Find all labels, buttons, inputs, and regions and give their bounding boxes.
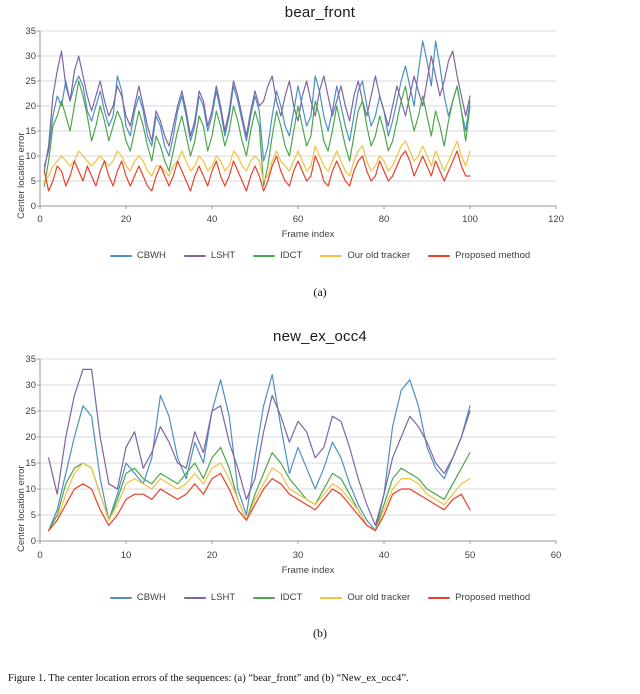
chart-a-ytick-35: 35 bbox=[25, 26, 36, 37]
chart-a-ytick-15: 15 bbox=[25, 126, 36, 137]
chart-b-plot-wrap bbox=[0, 352, 640, 592]
legend-swatch-our-old-tracker bbox=[320, 255, 342, 257]
chart-b-ytick-25: 25 bbox=[25, 406, 36, 417]
chart-b-xtick-0: 0 bbox=[37, 550, 43, 561]
chart-a-title: bear_front bbox=[284, 4, 356, 21]
subcaption-b: (b) bbox=[313, 626, 327, 640]
subcaption-a: (a) bbox=[313, 285, 327, 299]
legend-swatch-our-old-tracker-b bbox=[320, 597, 342, 599]
legend-swatch-idct-b bbox=[253, 597, 275, 599]
chart-b-ytick-5: 5 bbox=[30, 510, 36, 521]
legend-swatch-idct bbox=[253, 255, 275, 257]
chart-b-ytick-30: 30 bbox=[25, 380, 36, 391]
chart-a-plot-wrap bbox=[0, 24, 640, 254]
legend-item-our-old-tracker bbox=[320, 250, 410, 261]
legend-label-proposed-method-b: Proposed method bbox=[455, 592, 531, 603]
chart-b-xlabel: Frame index bbox=[281, 565, 335, 576]
legend-item-idct bbox=[253, 250, 302, 261]
chart-a-legend bbox=[0, 250, 640, 261]
legend-label-cbwh: CBWH bbox=[136, 250, 166, 261]
legend-label-idct-b: IDCT bbox=[280, 592, 303, 603]
chart-b-ytick-35: 35 bbox=[25, 354, 36, 365]
legend-label-proposed-method: Proposed method bbox=[455, 250, 531, 261]
series-line-lsht bbox=[49, 369, 470, 525]
chart-b-ytick-0: 0 bbox=[30, 536, 36, 547]
series-line-proposed-method bbox=[49, 473, 470, 530]
chart-a-ylabel: Center location error bbox=[16, 132, 27, 219]
chart-b-legend bbox=[0, 592, 640, 603]
chart-b-ylabel: Center location error bbox=[16, 465, 27, 552]
chart-a-xtick-60: 60 bbox=[292, 214, 304, 225]
chart-b-xtick-10: 10 bbox=[120, 550, 132, 561]
chart-a-xtick-100: 100 bbox=[462, 214, 478, 225]
chart-b-title: new_ex_occ4 bbox=[273, 328, 367, 345]
chart-b-xtick-30: 30 bbox=[292, 550, 304, 561]
chart-a-xtick-120: 120 bbox=[548, 214, 564, 225]
chart-b-xtick-50: 50 bbox=[464, 550, 476, 561]
legend-swatch-proposed-method-b bbox=[428, 597, 450, 599]
series-line-proposed-method bbox=[44, 151, 470, 191]
legend-label-lsht: LSHT bbox=[210, 250, 236, 261]
chart-b-xtick-40: 40 bbox=[378, 550, 390, 561]
legend-label-our-old-tracker: Our old tracker bbox=[347, 250, 411, 261]
legend-swatch-lsht-b bbox=[184, 597, 206, 599]
legend-label-idct: IDCT bbox=[280, 250, 303, 261]
legend-swatch-cbwh bbox=[110, 255, 132, 257]
legend-item-lsht-b bbox=[184, 592, 235, 603]
chart-a-canvas bbox=[0, 24, 640, 254]
legend-item-cbwh bbox=[110, 250, 166, 261]
legend-item-our-old-tracker-b bbox=[320, 592, 410, 603]
figure-caption: Figure 1. The center location errors of the sequences: (a) “bear_front” and (b) “New_ex_occ4”. bbox=[8, 673, 409, 684]
legend-swatch-proposed-method bbox=[428, 255, 450, 257]
chart-a-xtick-40: 40 bbox=[206, 214, 218, 225]
chart-a-ytick-0: 0 bbox=[30, 201, 36, 212]
legend-label-cbwh-b: CBWH bbox=[136, 592, 166, 603]
legend-label-lsht-b: LSHT bbox=[210, 592, 236, 603]
chart-a-ytick-20: 20 bbox=[25, 101, 36, 112]
legend-item-cbwh-b bbox=[110, 592, 166, 603]
chart-b-ytick-10: 10 bbox=[25, 484, 36, 495]
chart-b-ytick-15: 15 bbox=[25, 458, 36, 469]
legend-item-proposed-method-b bbox=[428, 592, 530, 603]
chart-a-xtick-80: 80 bbox=[378, 214, 390, 225]
legend-item-idct-b bbox=[253, 592, 302, 603]
legend-swatch-cbwh-b bbox=[110, 597, 132, 599]
series-line-cbwh bbox=[44, 41, 470, 166]
chart-a-xlabel: Frame index bbox=[281, 229, 335, 240]
chart-a-xtick-20: 20 bbox=[120, 214, 132, 225]
chart-b-xtick-60: 60 bbox=[550, 550, 562, 561]
chart-a-ytick-25: 25 bbox=[25, 76, 36, 87]
legend-item-proposed-method bbox=[428, 250, 530, 261]
figure-panel-a bbox=[0, 0, 640, 310]
chart-b-canvas bbox=[0, 352, 640, 592]
figure-panel-b bbox=[0, 324, 640, 654]
legend-item-lsht bbox=[184, 250, 235, 261]
legend-label-our-old-tracker-b: Our old tracker bbox=[347, 592, 411, 603]
chart-a-ytick-5: 5 bbox=[30, 176, 36, 187]
legend-swatch-lsht bbox=[184, 255, 206, 257]
chart-b-xtick-20: 20 bbox=[206, 550, 218, 561]
chart-a-ytick-30: 30 bbox=[25, 51, 36, 62]
chart-a-ytick-10: 10 bbox=[25, 151, 36, 162]
chart-a-xtick-0: 0 bbox=[37, 214, 43, 225]
chart-b-ytick-20: 20 bbox=[25, 432, 36, 443]
